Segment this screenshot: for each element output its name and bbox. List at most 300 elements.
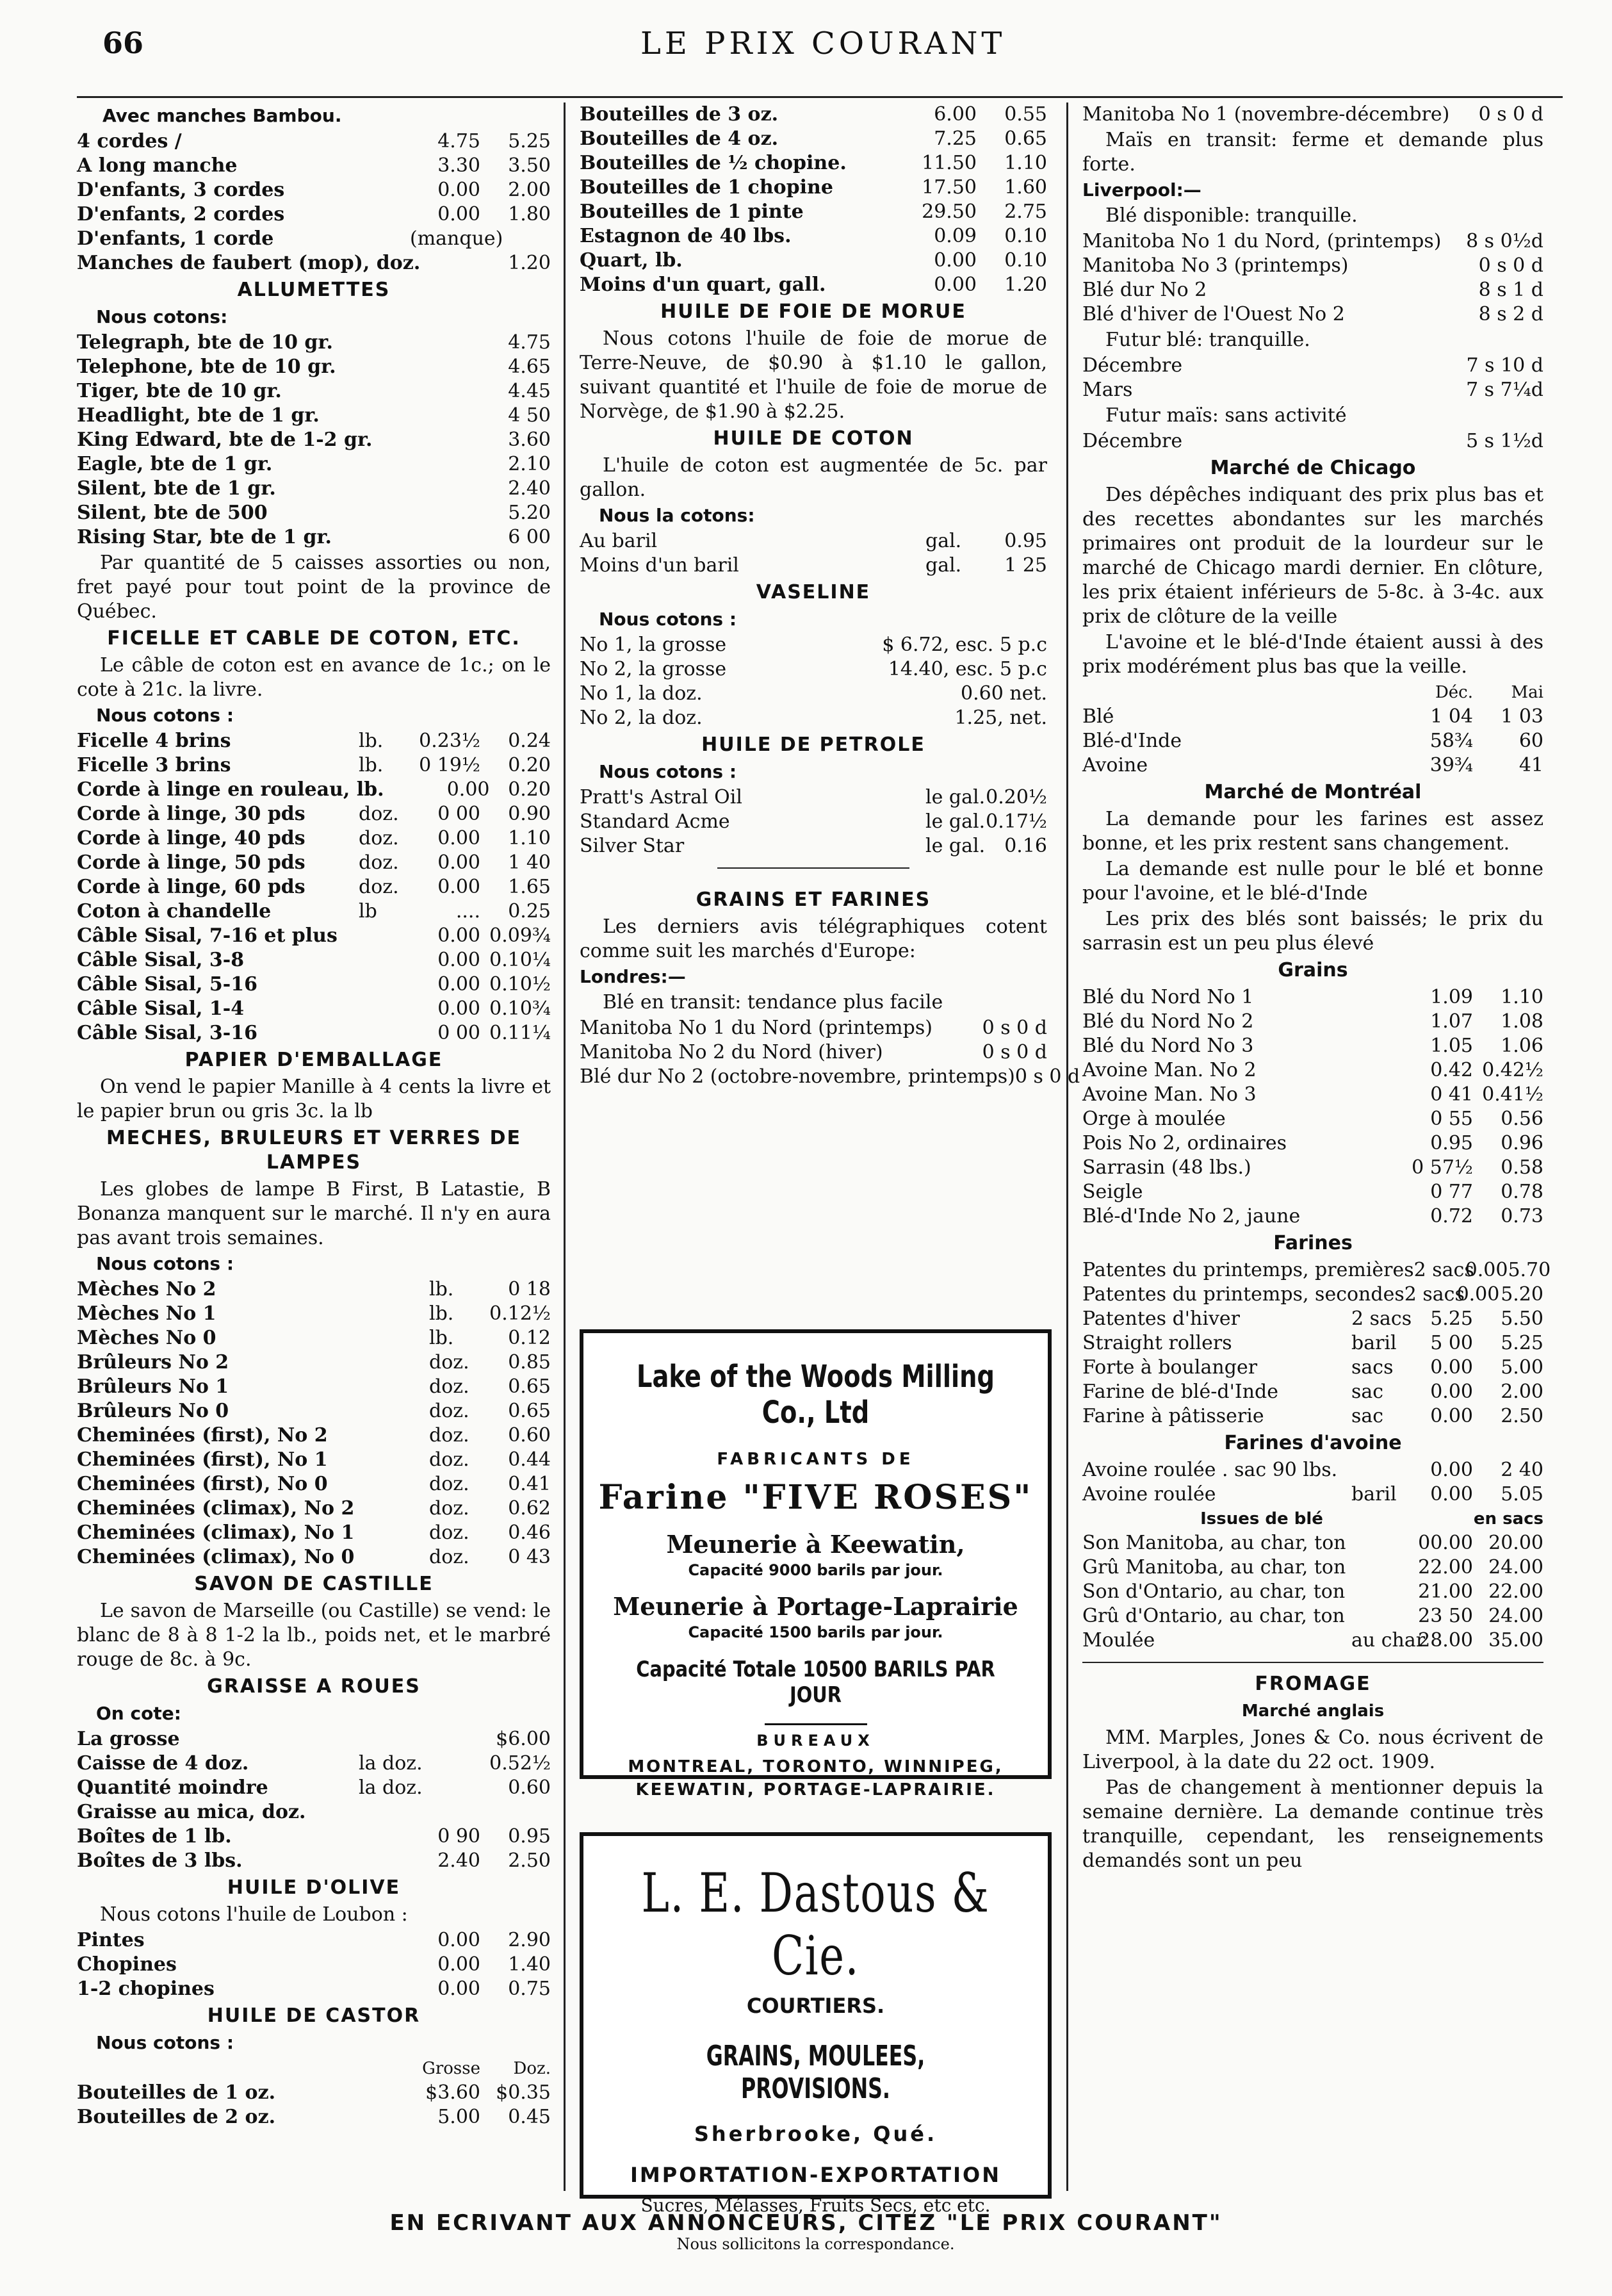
item-price-b: 5.70	[1508, 1259, 1551, 1281]
item-name: Manitoba No 3 (printemps)	[1082, 254, 1349, 277]
item-unit	[359, 997, 410, 1021]
item-price-a: 0 00	[437, 803, 480, 825]
item-price-a: 0.00	[446, 778, 490, 801]
item-name: Sarrasin (48 lbs.)	[1082, 1156, 1251, 1179]
issues-header	[1082, 1507, 1543, 1531]
allumettes-note: Par quantité de 5 caisses assorties ou non, fret payé pour tout point de la province de Québec.	[77, 552, 551, 623]
morue-note: Nous cotons l'huile de foie de morue de Terre-Neuve, de $0.90 à $1.10 le gallon, suivant quantité et l'huile de foie de morue de Norvège, de $1.90 à $2.25.	[580, 327, 1047, 423]
table-row	[77, 2105, 551, 2129]
table-row	[77, 851, 551, 875]
item-price-b: 1.60	[1004, 176, 1047, 199]
item-name: Cheminées (climax), No 1	[77, 1521, 355, 1544]
table-row	[1082, 1058, 1543, 1083]
item-price-b: 2.90	[508, 1929, 551, 1951]
table-row	[580, 1065, 1080, 1089]
item-name: Boîtes de 3 lbs.	[77, 1849, 243, 1872]
item-name: Blé dur No 2 (octobre-novembre, printemps)	[580, 1065, 1015, 1088]
item-price-b: 2.00	[508, 179, 551, 201]
item-name: Forte à boulanger	[1082, 1356, 1258, 1379]
item-price-a: 0.00	[437, 924, 480, 947]
item-price-b: 2.50	[1501, 1405, 1543, 1427]
item-price-b	[480, 227, 551, 251]
item-unit: doz.	[429, 1546, 469, 1568]
castor-list	[77, 2081, 551, 2129]
item-name: Tiger, bte de 10 gr.	[77, 380, 282, 402]
item-name: Bouteilles de 1 oz.	[77, 2081, 276, 2104]
item-unit: lb.	[429, 1302, 454, 1325]
chicago-p2: L'avoine et le blé-d'Inde étaient aussi à des prix modérément plus bas que la veille.	[1082, 631, 1543, 678]
item-name: Standard Acme	[580, 810, 730, 833]
item-unit: lb.	[359, 730, 384, 752]
item-name: Caisse de 4 doz.	[77, 1752, 249, 1775]
item-name: Straight rollers	[1082, 1332, 1232, 1354]
item-price-b: 0.95	[508, 1825, 551, 1848]
item-unit: doz.	[429, 1473, 469, 1495]
item-unit: lb	[359, 900, 377, 922]
table-row	[77, 948, 551, 972]
item-unit: le gal.	[925, 835, 986, 857]
item-name: D'enfants, 2 cordes	[77, 203, 285, 226]
item-price-b: 7 s 7¼d	[1466, 379, 1543, 401]
item-name: Manitoba No 1 (novembre-décembre)	[1082, 103, 1450, 126]
table-row	[1082, 1034, 1543, 1058]
item-price-b: 0.85	[508, 1351, 551, 1374]
table-row	[77, 331, 551, 355]
item-price-a: 0 55	[1430, 1108, 1473, 1130]
ble-dispo: Blé disponible: tranquille.	[1105, 204, 1358, 227]
item-price-b: 1.80	[508, 203, 551, 226]
issues-col: en sacs	[1473, 1509, 1543, 1529]
vaseline-sub: Nous cotons :	[599, 609, 737, 630]
table-row	[77, 404, 551, 428]
ficelle-list	[77, 729, 551, 1046]
castor-col-a: Grosse	[422, 2059, 480, 2078]
item-unit: baril	[1351, 1483, 1397, 1505]
chicago-col-a: Déc.	[1435, 683, 1473, 702]
table-row	[580, 834, 1047, 858]
table-row	[77, 826, 551, 851]
item-unit: lb.	[429, 1278, 454, 1300]
futur-mais: Futur maïs: sans activité	[1105, 404, 1347, 427]
table-row	[77, 251, 551, 275]
item-name: Farine de blé-d'Inde	[1082, 1381, 1278, 1403]
table-row	[1082, 705, 1543, 729]
item-name: Cheminées (climax), No 0	[77, 1546, 355, 1568]
table-row	[77, 227, 551, 251]
montreal-title: Marché de Montréal	[1204, 781, 1422, 803]
item-price-a: 6.00	[934, 103, 977, 126]
item-name: Blé du Nord No 1	[1082, 986, 1254, 1008]
ad1-cap1: Capacité 9000 barils par jour.	[688, 1561, 943, 1579]
table-row	[580, 657, 1047, 682]
chicago-title: Marché de Chicago	[1210, 457, 1416, 479]
ficelle-title: FICELLE ET CABLE DE COTON, ETC.	[107, 627, 521, 650]
item-name: Patentes du printemps, secondes	[1082, 1283, 1404, 1306]
item-unit	[359, 972, 410, 997]
item-price-b: 24.00	[1488, 1605, 1543, 1627]
vaseline-list	[580, 633, 1047, 730]
item-price-a: ....	[455, 900, 480, 922]
allumettes-title: ALLUMETTES	[237, 279, 391, 301]
table-row	[1082, 1404, 1543, 1429]
item-price-a: 1 04	[1430, 705, 1473, 728]
item-name: Bouteilles de 2 oz.	[77, 2106, 276, 2128]
graisse-sub: On cote:	[96, 1703, 181, 1724]
item-name: Patentes du printemps, premières	[1082, 1259, 1414, 1281]
table-row	[1082, 1180, 1543, 1204]
table-row	[580, 682, 1047, 706]
item-price-a: 22.00	[1418, 1556, 1473, 1578]
item-name: Boîtes de 1 lb.	[77, 1825, 232, 1848]
meches-note: Les globes de lampe B First, B Latastie, B Bonanza manquent sur le marché. Il n'y en aura pas avant trois semaines.	[77, 1178, 551, 1249]
grains-note: Les derniers avis télégraphiques cotent comme suit les marchés d'Europe:	[580, 915, 1047, 962]
table-row	[1082, 729, 1543, 753]
item-price-b: 0.20	[508, 754, 551, 776]
londres-list	[580, 1016, 1080, 1089]
item-price-a: 0.00	[437, 1929, 480, 1951]
futur-ble: Futur blé: tranquille.	[1105, 329, 1310, 351]
item-name: Quart, lb.	[580, 249, 683, 272]
item-price-b: 41	[1518, 754, 1543, 776]
item-unit: sac	[1351, 1405, 1384, 1427]
item-unit: la doz.	[359, 1776, 423, 1799]
item-price-b: 2.40	[508, 477, 551, 500]
table-row	[1082, 1380, 1543, 1404]
item-unit: doz.	[359, 827, 399, 849]
item-price-a: 0.00	[437, 997, 480, 1020]
bambou-heading: Avec manches Bambou.	[102, 105, 342, 126]
item-name: La grosse	[77, 1728, 180, 1750]
item-name: Bouteilles de 1 chopine	[580, 176, 833, 199]
ficelle-note: Le câble de coton est en avance de 1c.; on le cote à 21c. la livre.	[77, 654, 551, 701]
table-row	[77, 753, 551, 778]
item-price-b: 8 s 0½d	[1466, 230, 1543, 252]
item-name: Orge à moulée	[1082, 1108, 1226, 1130]
item-price-a: 1.07	[1430, 1010, 1473, 1033]
ad1-farine: Farine "FIVE ROSES"	[598, 1478, 1033, 1517]
item-unit	[359, 948, 410, 972]
table-row	[1082, 1107, 1543, 1131]
divider-rule	[717, 867, 909, 869]
item-price-b: 0.17½	[986, 810, 1047, 833]
item-price-b: 0.16	[1004, 835, 1047, 857]
item-price-a: 5.00	[437, 2106, 480, 2128]
ad1-villes2: KEEWATIN, PORTAGE-LAPRAIRIE.	[635, 1780, 996, 1800]
table-row	[77, 1375, 551, 1399]
ad2-name: L. E. Dastous & Cie.	[641, 1862, 990, 1987]
item-name: Blé d'hiver de l'Ouest No 2	[1082, 303, 1345, 325]
item-price-b: 3.50	[508, 154, 551, 177]
item-price-b	[480, 1800, 551, 1824]
table-row	[77, 899, 551, 924]
item-price-b: 0.10¼	[489, 949, 551, 971]
item-price-a	[420, 251, 485, 275]
item-name: Seigle	[1082, 1181, 1143, 1203]
item-price-b: 6 00	[508, 526, 551, 548]
table-row	[77, 1472, 551, 1496]
londres-line: Blé en transit: tendance plus facile	[603, 991, 943, 1013]
chicago-list	[1082, 705, 1543, 778]
item-price-b: 8 s 2 d	[1478, 303, 1543, 325]
table-row	[77, 1350, 551, 1375]
table-row	[580, 810, 1047, 834]
item-unit: doz.	[429, 1497, 469, 1520]
item-price-b: 4.75	[508, 331, 551, 354]
grains-title: GRAINS ET FARINES	[696, 889, 931, 911]
castor-sub: Nous cotons :	[96, 2032, 234, 2053]
table-row	[1082, 1356, 1543, 1380]
table-row	[1082, 102, 1543, 127]
item-unit: le gal.	[925, 810, 986, 833]
item-unit: lb.	[429, 1327, 454, 1349]
item-price-b: 22.00	[1488, 1580, 1543, 1603]
table-row	[1082, 229, 1543, 254]
item-name: Brûleurs No 0	[77, 1400, 229, 1422]
item-name: Bouteilles de 4 oz.	[580, 127, 779, 150]
item-price-b: 0.65	[508, 1400, 551, 1422]
item-price-b: 60	[1518, 730, 1543, 752]
item-unit: doz.	[359, 851, 399, 874]
table-row	[77, 428, 551, 452]
item-name: Ficelle 4 brins	[77, 730, 231, 752]
item-price-a: 0.95	[1430, 1132, 1473, 1154]
petrole-sub: Nous cotons :	[599, 761, 737, 782]
item-price-a: 11.50	[922, 152, 977, 174]
item-price-b: 0.46	[508, 1521, 551, 1544]
item-price-b: 0.41½	[1482, 1083, 1543, 1106]
table-row	[77, 1824, 551, 1849]
item-price-a: 21.00	[1418, 1580, 1473, 1603]
item-price-b: 2.10	[508, 453, 551, 475]
item-unit: doz.	[429, 1424, 469, 1447]
item-price-b: 0.20½	[986, 786, 1047, 808]
item-price-b: 1.06	[1501, 1035, 1543, 1057]
item-price-b: 0.10	[1004, 225, 1047, 247]
table-row	[1082, 278, 1543, 302]
table-row	[1082, 1531, 1543, 1555]
olive-note: Nous cotons l'huile de Loubon :	[100, 1903, 408, 1926]
item-price-a: 0.00	[437, 973, 480, 996]
item-price-a: 0.72	[1430, 1205, 1473, 1227]
table-row	[1082, 1283, 1543, 1307]
item-name: D'enfants, 3 cordes	[77, 179, 285, 201]
item-price-b: 0.12	[508, 1327, 551, 1349]
item-price-b: 2.00	[1501, 1381, 1543, 1403]
item-price-b: 0.41	[508, 1473, 551, 1495]
table-row	[1082, 378, 1543, 402]
item-unit	[359, 924, 410, 948]
item-price-b: 0.78	[1501, 1181, 1543, 1203]
item-name: Décembre	[1082, 354, 1183, 377]
item-price-a: 0.00	[437, 1978, 480, 2000]
table-row	[77, 972, 551, 997]
table-row	[77, 355, 551, 379]
item-price-b: 1.65	[508, 876, 551, 898]
item-name: Pratt's Astral Oil	[580, 786, 742, 808]
table-row	[1082, 1307, 1543, 1331]
table-row	[77, 2081, 551, 2105]
item-name: Bouteilles de 3 oz.	[580, 103, 779, 126]
item-unit: 2 sacs	[1351, 1308, 1412, 1330]
avoine-title: Farines d'avoine	[1224, 1432, 1402, 1454]
item-name: Bouteilles de 1 pinte	[580, 201, 804, 223]
item-price-a: 23 50	[1418, 1605, 1473, 1627]
item-name: Headlight, bte de 1 gr.	[77, 404, 320, 427]
table-row	[77, 997, 551, 1021]
table-row	[77, 1727, 551, 1751]
item-name: Son Manitoba, au char, ton	[1082, 1532, 1346, 1554]
liverpool-label: Liverpool:—	[1082, 179, 1201, 201]
item-price-a: 0.00	[437, 1953, 480, 1976]
item-price-a: 5 00	[1430, 1332, 1473, 1354]
table-row	[77, 1423, 551, 1448]
petrole-title: HUILE DE PETROLE	[701, 734, 925, 756]
table-row	[77, 1545, 551, 1570]
item-price-a: 0.23½	[419, 730, 480, 752]
coton-title: HUILE DE COTON	[713, 427, 914, 450]
item-name: Cheminées (climax), No 2	[77, 1497, 355, 1520]
item-name: Silent, bte de 500	[77, 502, 268, 524]
ad1-cap2: Capacité 1500 barils par jour.	[688, 1623, 943, 1641]
table-row	[580, 1016, 1047, 1040]
table-row	[1082, 1555, 1543, 1580]
olive-list	[77, 1928, 551, 2001]
allumettes-list	[77, 331, 551, 550]
ad-lake-of-the-woods	[580, 1329, 1052, 1800]
item-name: Coton à chandelle	[77, 900, 272, 922]
item-name: Brûleurs No 2	[77, 1351, 229, 1374]
item-price-a: 0.09	[934, 225, 977, 247]
table-row	[1082, 1010, 1543, 1034]
montreal-p3: Les prix des blés sont baissés; le prix du sarrasin est un peu plus élevé	[1082, 908, 1543, 955]
item-price-b: 0.95	[1004, 530, 1047, 552]
table-row	[77, 154, 551, 178]
ad2-grains: GRAINS, MOULEES, PROVISIONS.	[706, 2040, 925, 2105]
page-header	[0, 26, 1612, 70]
item-unit: doz.	[359, 876, 399, 898]
item-price-b: 0 s 0 d	[982, 1041, 1047, 1063]
table-row	[77, 1849, 551, 1873]
chicago-col-header	[1082, 680, 1543, 705]
header-rule	[77, 96, 1563, 98]
item-name: Moins d'un baril	[580, 554, 739, 577]
item-price-a: 0.00	[1430, 1459, 1473, 1481]
item-price-b: $6.00	[496, 1728, 551, 1750]
grains-list	[1082, 985, 1543, 1229]
table-row	[1082, 1331, 1543, 1356]
item-price-b: 0.65	[508, 1375, 551, 1398]
ad1-keewatin: Meunerie à Keewatin,	[666, 1530, 965, 1559]
coton-list	[580, 529, 1047, 578]
table-row	[580, 706, 1047, 730]
item-name: Câble Sisal, 3-8	[77, 949, 245, 971]
item-price-b: 24.00	[1488, 1556, 1543, 1578]
item-name: Câble Sisal, 7-16 et plus	[77, 924, 338, 947]
item-name: Telegraph, bte de 10 gr.	[77, 331, 333, 354]
ad2-sollicit: Nous sollicitons la correspondance.	[676, 2235, 955, 2253]
item-price-a: 7.25	[934, 127, 977, 150]
table-row	[77, 1277, 551, 1302]
item-name: Moulée	[1082, 1629, 1155, 1652]
item-price-a	[410, 1727, 480, 1751]
item-name: Pois No 2, ordinaires	[1082, 1132, 1287, 1154]
column-divider-2	[1066, 102, 1068, 2191]
table-row	[580, 102, 1047, 127]
item-unit: doz.	[429, 1375, 469, 1398]
item-price-b: 0.96	[1501, 1132, 1543, 1154]
savon-title: SAVON DE CASTILLE	[194, 1573, 434, 1595]
item-price-b: 7 s 10 d	[1466, 354, 1543, 377]
table-row	[77, 525, 551, 550]
item-name: Blé du Nord No 3	[1082, 1035, 1254, 1057]
item-price-b: 0.73	[1501, 1205, 1543, 1227]
item-price-a: 1.09	[1430, 986, 1473, 1008]
table-row	[1082, 254, 1543, 278]
item-price-b: 5.20	[508, 502, 551, 524]
item-name: Câble Sisal, 5-16	[77, 973, 257, 996]
item-name: Corde à linge, 60 pds	[77, 876, 305, 898]
table-row	[1082, 753, 1543, 778]
item-price-a	[410, 1751, 480, 1776]
column-3	[1082, 102, 1551, 1874]
item-unit: doz.	[429, 1448, 469, 1471]
item-price-b: 0.58	[1501, 1156, 1543, 1179]
item-price-b: 5.25	[1501, 1332, 1543, 1354]
table-row	[580, 176, 1047, 200]
chicago-col-b: Mai	[1511, 683, 1543, 702]
item-unit: le gal.	[925, 786, 986, 808]
item-price-b: 0.11¼	[489, 1022, 551, 1044]
item-price-b: 0.20	[508, 778, 551, 801]
ad1-portage: Meunerie à Portage-Laprairie	[613, 1592, 1018, 1621]
table-row	[77, 452, 551, 477]
item-price-b: 0.56	[1501, 1108, 1543, 1130]
item-name: Câble Sisal, 3-16	[77, 1022, 257, 1044]
table-row	[77, 924, 551, 948]
item-name: Mèches No 0	[77, 1327, 216, 1349]
issues-list	[1082, 1531, 1543, 1653]
item-price-b: 1.40	[508, 1953, 551, 1976]
table-row	[77, 477, 551, 501]
table-row	[77, 1021, 551, 1046]
item-price-b: 5 s 1½d	[1466, 430, 1543, 452]
graisse-list	[77, 1727, 551, 1873]
item-name: Patentes d'hiver	[1082, 1308, 1241, 1330]
grains-sub-title: Grains	[1278, 959, 1348, 981]
table-row	[77, 729, 551, 753]
item-price-b: 4.65	[508, 356, 551, 378]
table-row	[77, 1800, 551, 1824]
chicago-p1: Des dépêches indiquant des prix plus bas et des recettes abondantes sur les marchés primaires ont produit de la lourdeur sur le marché de Chicago mardi dernier. En clôture, les prix étaient inférieurs de 5-8c. à 3-4c. aux prix de clôture de la veille	[1082, 484, 1543, 628]
item-name: Estagnon de 40 lbs.	[580, 225, 792, 247]
item-unit: doz.	[429, 1400, 469, 1422]
table-row	[580, 249, 1047, 273]
table-row	[77, 1776, 551, 1800]
table-row	[77, 202, 551, 227]
castor-col-header	[77, 2056, 551, 2081]
ad1-total: Capacité Totale 10500 BARILS PAR JOUR	[636, 1657, 995, 1708]
item-price-b: 1.08	[1501, 1010, 1543, 1033]
item-price-a: 0.00	[1430, 1381, 1473, 1403]
table-row	[77, 875, 551, 899]
item-name: D'enfants, 1 corde	[77, 227, 274, 250]
item-price-b: 0.24	[508, 730, 551, 752]
item-price-b: 0.65	[1004, 127, 1047, 150]
item-price-a: 0 90	[437, 1825, 480, 1848]
item-name: 4 cordes /	[77, 130, 182, 152]
item-price-a: (manque)	[410, 227, 503, 250]
item-price-b: 5.25	[508, 130, 551, 152]
